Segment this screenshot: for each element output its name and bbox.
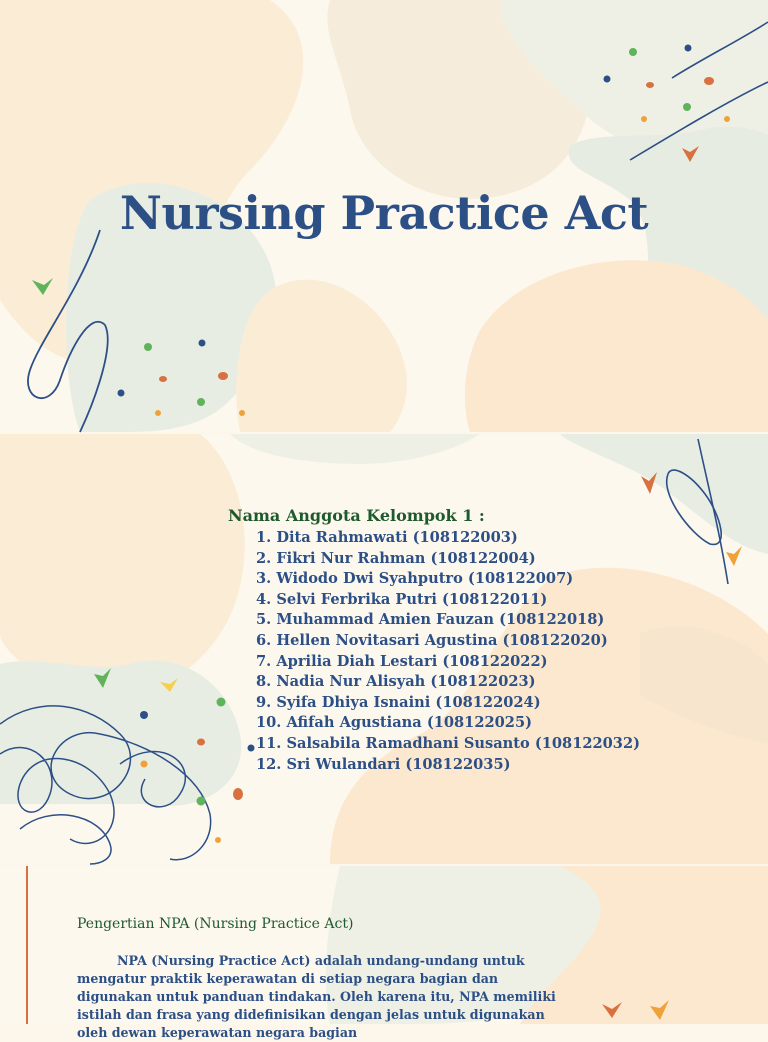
members-heading: Nama Anggota Kelompok 1 : xyxy=(228,506,485,525)
presentation-title: Nursing Practice Act xyxy=(119,186,649,240)
list-item: 1. Dita Rahmawati (108122003) xyxy=(256,529,518,546)
list-item: 6. Hellen Novitasari Agustina (108122020) xyxy=(256,631,608,649)
members-list xyxy=(256,528,640,775)
list-item: 2. Fikri Nur Rahman (108122004) xyxy=(256,549,536,567)
list-item: 10. Afifah Agustiana (108122025) xyxy=(256,714,533,732)
list-item: 12. Sri Wulandari (108122035) xyxy=(256,755,511,773)
slide-members xyxy=(0,434,768,864)
list-item: 3. Widodo Dwi Syahputro (108122007) xyxy=(256,570,574,588)
list-item: 5. Muhammad Amien Fauzan (108122018) xyxy=(256,611,605,629)
list-item: 8. Nadia Nur Alisyah (108122023) xyxy=(256,673,536,691)
list-item: 4. Selvi Ferbrika Putri (108122011) xyxy=(256,590,548,608)
list-item: 9. Syifa Dhiya Isnaini (108122024) xyxy=(256,693,541,711)
list-item: 7. Aprilia Diah Lestari (108122022) xyxy=(256,652,548,670)
list-item: 11. Salsabila Ramadhani Susanto (108122032) xyxy=(256,734,641,752)
left-accent-bar xyxy=(26,866,28,1024)
npa-definition-text: NPA (Nursing Practice Act) adalah undang-undang untuk mengatur praktik keperawatan di setiap negara bagian dan digunakan untuk panduan tindakan. Oleh karena itu, NPA memiliki istilah dan frasa yang didefinisikan dengan jelas untuk digunakan oleh dewan keperawatan negara bagian xyxy=(77,953,556,1040)
slide-title xyxy=(0,0,768,432)
npa-heading: Pengertian NPA (Nursing Practice Act) xyxy=(77,916,354,932)
slide-definition xyxy=(0,866,768,1040)
